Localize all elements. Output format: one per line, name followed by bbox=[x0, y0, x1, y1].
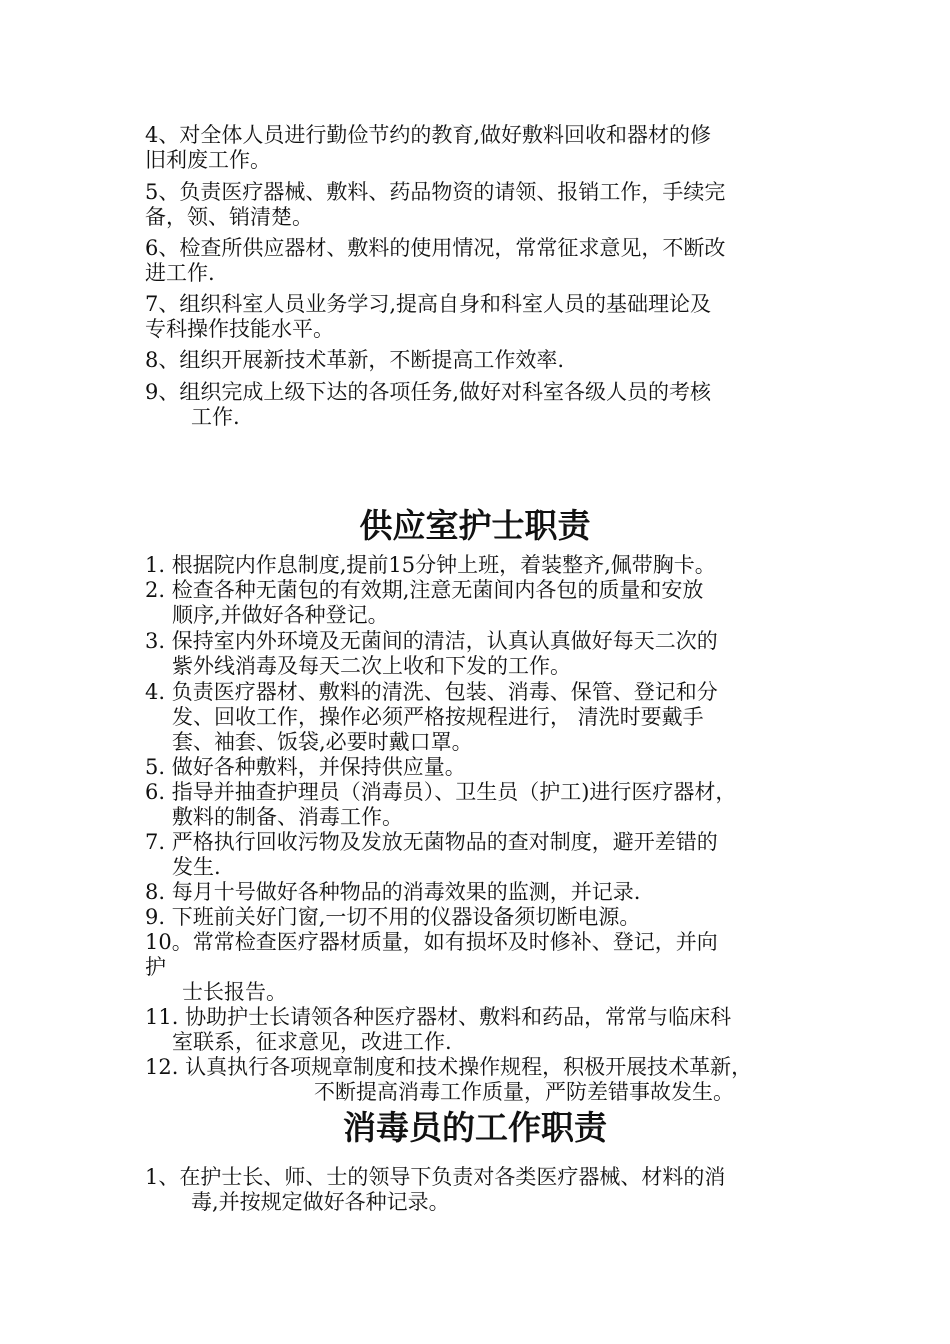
duty-item-7-line2: 专科操作技能水平。 bbox=[145, 317, 334, 341]
nurse-duty-line: 室联系，征求意见，改进工作. bbox=[172, 1030, 452, 1054]
nurse-duty-line: 8. 每月十号做好各种物品的消毒效果的监测，并记录. bbox=[145, 880, 641, 904]
nurse-duty-line: 发、回收工作，操作必须严格按规程进行， 清洗时要戴手 bbox=[172, 705, 704, 729]
nurse-duty-line: 12. 认真执行各项规章制度和技术操作规程，积极开展技术革新， bbox=[145, 1055, 753, 1079]
duty-item-5-line2: 备，领、销清楚。 bbox=[145, 205, 313, 229]
duty-item-6-line2: 进工作. bbox=[145, 261, 215, 285]
duty-item-9-line2: 工作. bbox=[191, 405, 240, 429]
nurse-duty-line: 10。常常检查医疗器材质量，如有损坏及时修补、登记，并向 bbox=[145, 930, 718, 954]
nurse-duty-line: 3. 保持室内外环境及无菌间的清洁，认真认真做好每天二次的 bbox=[145, 629, 718, 653]
duty-item-7-line1: 7、组织科室人员业务学习,提高自身和科室人员的基础理论及 bbox=[145, 292, 712, 316]
duty-item-5 bbox=[145, 180, 815, 230]
nurse-duty-line: 2. 检查各种无菌包的有效期,注意无菌间内各包的质量和安放 bbox=[145, 578, 704, 602]
nurse-duty-line: 9. 下班前关好门窗,一切不用的仪器设备须切断电源。 bbox=[145, 905, 641, 929]
nurse-duty-line: 不断提高消毒工作质量，严防差错事故发生。 bbox=[314, 1080, 734, 1104]
nurse-duty-line: 1. 根据院内作息制度,提前15分钟上班，着装整齐,佩带胸卡。 bbox=[145, 553, 716, 577]
nurse-duty-line: 5. 做好各种敷料，并保持供应量。 bbox=[145, 755, 466, 779]
duty-item-9 bbox=[145, 380, 815, 430]
nurse-duty-line: 6. 指导并抽查护理员（消毒员）、卫生员（护工)进行医疗器材， bbox=[145, 780, 737, 804]
duty-item-9-line1: 9、组织完成上级下达的各项任务,做好对科室各级人员的考核 bbox=[145, 380, 712, 404]
disinfector-duty-item-1 bbox=[145, 1165, 815, 1215]
duty-item-8 bbox=[145, 348, 815, 373]
nurse-duty-line: 紫外线消毒及每天二次上收和下发的工作。 bbox=[172, 654, 571, 678]
disinfector-duty-item-1-line2: 毒,并按规定做好各种记录。 bbox=[191, 1190, 450, 1214]
duty-item-6-line1: 6、检查所供应器材、敷料的使用情况，常常征求意见，不断改 bbox=[145, 236, 726, 260]
nurse-duty-line: 11. 协助护士长请领各种医疗器材、敷料和药品，常常与临床科 bbox=[145, 1005, 732, 1029]
section-title-nurse-duties: 供应室护士职责 bbox=[359, 506, 591, 545]
nurse-duty-line: 顺序,并做好各种登记。 bbox=[172, 603, 389, 627]
nurse-duty-line: 4. 负责医疗器材、敷料的清洗、包装、消毒、保管、登记和分 bbox=[145, 680, 718, 704]
nurse-duty-line: 护 bbox=[145, 955, 166, 979]
nurse-duty-line: 发生. bbox=[172, 855, 221, 879]
nurse-duty-line: 士长报告。 bbox=[182, 980, 287, 1004]
duty-item-4-line1: 4、对全体人员进行勤俭节约的教育,做好敷料回收和器材的修 bbox=[145, 123, 712, 147]
disinfector-duty-item-1-line1: 1、在护士长、师、士的领导下负责对各类医疗器械、材料的消 bbox=[145, 1165, 726, 1189]
duty-item-7 bbox=[145, 292, 815, 342]
nurse-duty-line: 7. 严格执行回收污物及发放无菌物品的查对制度，避开差错的 bbox=[145, 830, 718, 854]
nurse-duty-line: 敷料的制备、消毒工作。 bbox=[172, 805, 403, 829]
nurse-duty-line: 套、袖套、饭袋,必要时戴口罩。 bbox=[172, 730, 473, 754]
duty-item-8-line1: 8、组织开展新技术革新，不断提高工作效率. bbox=[145, 348, 565, 372]
section-title-disinfector-duties: 消毒员的工作职责 bbox=[343, 1108, 607, 1147]
duty-item-6 bbox=[145, 236, 815, 286]
duty-item-5-line1: 5、负责医疗器械、敷料、药品物资的请领、报销工作，手续完 bbox=[145, 180, 726, 204]
duty-item-4-line2: 旧利废工作。 bbox=[145, 148, 271, 172]
duty-item-4 bbox=[145, 123, 815, 173]
